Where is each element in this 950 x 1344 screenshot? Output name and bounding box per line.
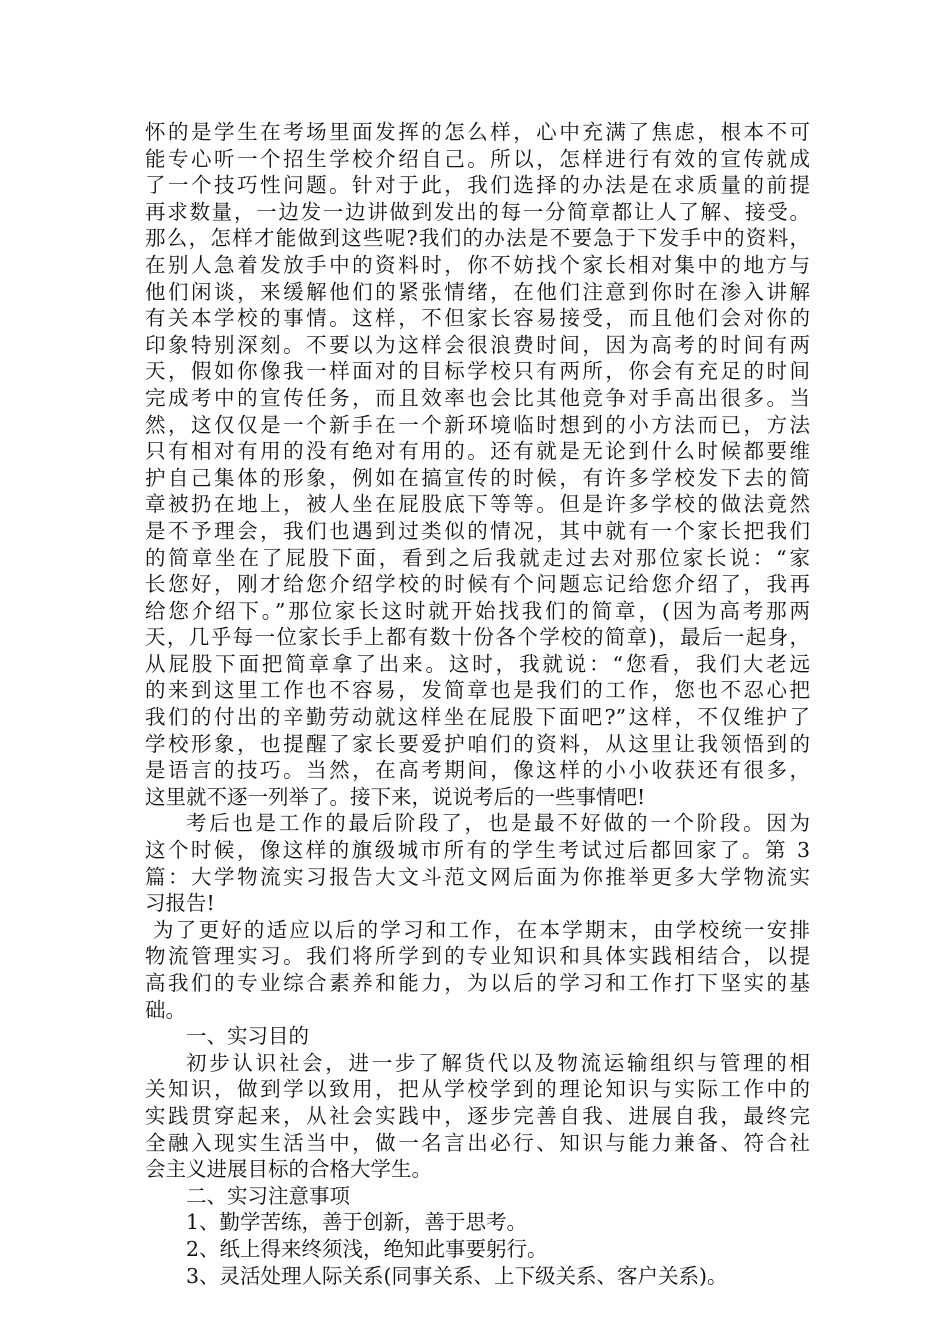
document-page xyxy=(145,119,810,1289)
text-line: 完成考中的宣传任务，而且效率也会比其他竞争对手高出很多。当 xyxy=(145,385,810,410)
paragraph-promotion-strategy xyxy=(145,119,810,810)
text-line: 是不予理会，我们也遇到过类似的情况，其中就有一个家长把我们 xyxy=(145,518,810,543)
text-line: 的简章坐在了屁股下面，看到之后我就走过去对那位家长说：“家 xyxy=(145,545,810,570)
heading-internship-purpose xyxy=(145,1023,810,1050)
text-line: 给您介绍下。”那位家长这时就开始找我们的简章，(因为高考那两 xyxy=(145,598,810,623)
text-line: 初步认识社会，进一步了解货代以及物流运输组织与管理的相 xyxy=(186,1050,810,1075)
text-line: 这里就不逐一列举了。接下来，说说考后的一些事情吧! xyxy=(145,784,646,809)
text-line: 是语言的技巧。当然，在高考期间，像这样的小小收获还有很多， xyxy=(145,758,810,783)
text-line: 长您好，刚才给您介绍学校的时候有个问题忘记给您介绍了，我再 xyxy=(145,572,810,597)
text-line: 印象特别深刻。不要以为这样会很浪费时间，因为高考的时间有两 xyxy=(145,332,810,357)
text-line: 会主义进展目标的合格大学生。 xyxy=(145,1157,432,1182)
text-line: 习报告! xyxy=(145,891,215,916)
paragraph-internship-intro xyxy=(145,917,810,1023)
text-line: 关知识，做到学以致用，把从学校学到的理论知识与实际工作中的 xyxy=(145,1077,810,1102)
paragraph-after-exam xyxy=(145,810,810,916)
text-line: 1、勤学苦练，善于创新，善于思考。 xyxy=(186,1210,528,1235)
text-line: 有关本学校的事情。这样，不但家长容易接受，而且他们会对你的 xyxy=(145,306,810,331)
text-line: 2、纸上得来终须浅，绝知此事要躬行。 xyxy=(186,1236,548,1261)
text-line: 他们闲谈，来缓解他们的紧张情绪，在他们注意到你时在渗入讲解 xyxy=(145,279,810,304)
text-line: 为了更好的适应以后的学习和工作，在本学期末，由学校统一安排 xyxy=(153,917,810,942)
list-item-2 xyxy=(145,1236,810,1263)
text-line: 这个时候，像这样的旗级城市所有的学生考试过后都回家了。第 3 xyxy=(145,838,810,863)
text-line: 我们的付出的辛勤劳动就这样坐在屁股下面吧?”这样，不仅维护了 xyxy=(145,705,810,730)
text-line: 再求数量，一边发一边讲做到发出的每一分简章都让人了解、接受。 xyxy=(145,199,810,224)
text-line: 一、实习目的 xyxy=(186,1024,309,1049)
text-line: 高我们的专业综合素养和能力，为以后的学习和工作打下坚实的基 xyxy=(145,971,810,995)
text-line: 能专心听一个招生学校介绍自己。所以，怎样进行有效的宣传就成 xyxy=(145,146,810,171)
text-line: 考后也是工作的最后阶段了，也是最不好做的一个阶段。因为 xyxy=(186,811,810,836)
text-line: 只有相对有用的没有绝对有用的。还有就是无论到什么时候都要维 xyxy=(145,439,810,464)
text-line: 了一个技巧性问题。针对于此，我们选择的办法是在求质量的前提 xyxy=(145,173,810,198)
text-line: 那么，怎样才能做到这些呢?我们的办法是不要急于下发手中的资料， xyxy=(145,226,810,251)
text-line: 物流管理实习。我们将所学到的专业知识和具体实践相结合，以提 xyxy=(145,944,810,969)
text-line: 护自己集体的形象，例如在搞宣传的时候，有许多学校发下去的简 xyxy=(145,465,810,490)
text-line: 3、灵活处理人际关系(同事关系、上下级关系、客户关系)。 xyxy=(186,1263,728,1288)
text-line: 学校形象，也提醒了家长要爱护咱们的资料，从这里让我领悟到的 xyxy=(145,731,810,756)
text-line: 二、实习注意事项 xyxy=(186,1183,350,1208)
text-line: 天，假如你像我一样面对的目标学校只有两所，你会有充足的时间 xyxy=(145,359,810,384)
heading-internship-notes xyxy=(145,1183,810,1210)
text-line: 在别人急着发放手中的资料时，你不妨找个家长相对集中的地方与 xyxy=(145,252,810,277)
text-line: 然，这仅仅是一个新手在一个新环境临时想到的小方法而已，方法 xyxy=(145,412,810,437)
text-line: 天，几乎每一位家长手上都有数十份各个学校的简章)，最后一起身， xyxy=(145,625,810,650)
text-line: 章被扔在地上，被人坐在屁股底下等等。但是许多学校的做法竟然 xyxy=(145,492,810,517)
text-line: 怀的是学生在考场里面发挥的怎么样，心中充满了焦虑，根本不可 xyxy=(145,120,810,144)
text-line: 的来到这里工作也不容易，发简章也是我们的工作，您也不忍心把 xyxy=(145,678,810,703)
text-line: 础。 xyxy=(145,997,186,1022)
paragraph-internship-purpose xyxy=(145,1050,810,1183)
text-line: 实践贯穿起来，从社会实践中，逐步完善自我、进展自我，最终完 xyxy=(145,1103,810,1128)
text-line: 从屁股下面把简章拿了出来。这时，我就说：“您看，我们大老远 xyxy=(145,651,810,676)
text-line: 全融入现实生活当中，做一名言出必行、知识与能力兼备、符合社 xyxy=(145,1130,810,1155)
list-item-3 xyxy=(145,1263,810,1290)
text-line: 篇：大学物流实习报告大文斗范文网后面为你推举更多大学物流实 xyxy=(145,864,810,889)
list-item-1 xyxy=(145,1209,810,1236)
